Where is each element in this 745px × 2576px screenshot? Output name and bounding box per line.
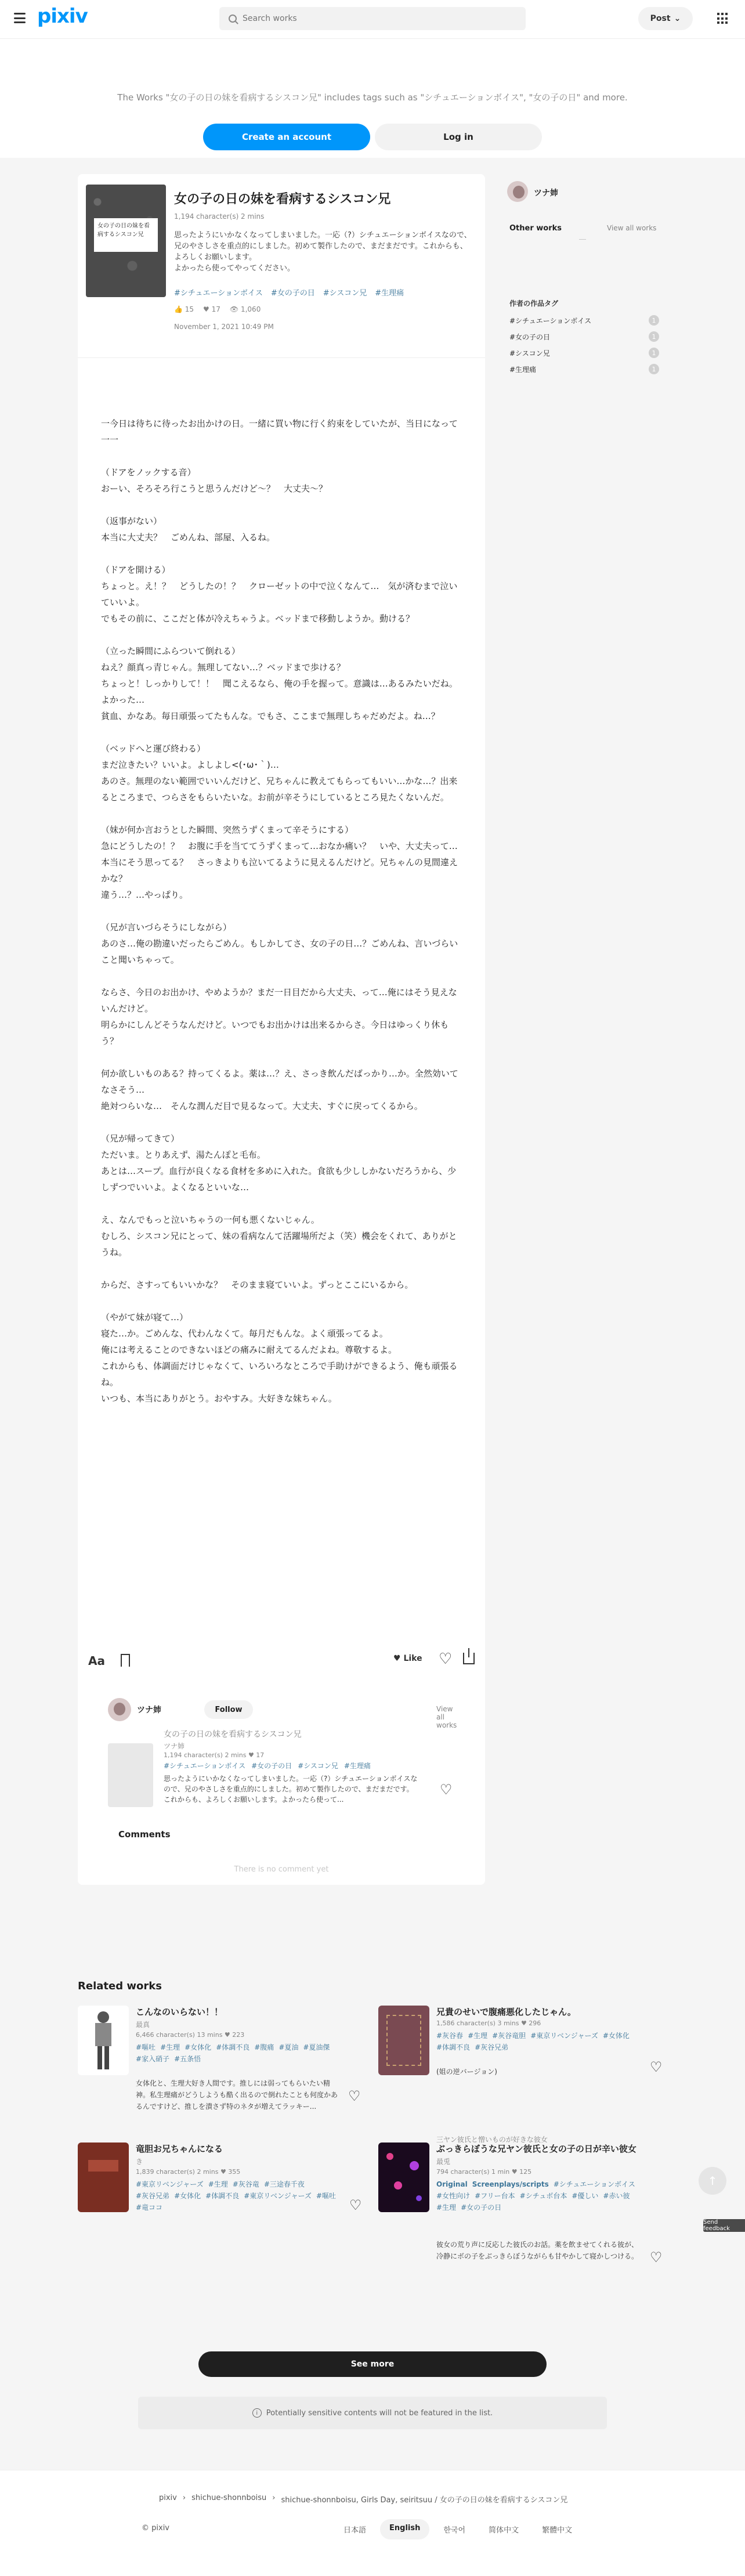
related-thumbnail[interactable] bbox=[78, 2006, 129, 2075]
body-paragraph: 寝た…か。ごめんな、代わんなくて。毎月だもんな。よく頑張ってるよ。 bbox=[101, 1328, 388, 1339]
related-author[interactable]: 最兎 bbox=[436, 2158, 451, 2166]
related-title[interactable]: こんなのいらない！！ bbox=[136, 2007, 223, 2017]
body-paragraph bbox=[101, 968, 462, 984]
tag-link[interactable]: #竜ココ bbox=[136, 2203, 163, 2212]
heart-icon[interactable]: ♡ bbox=[348, 2088, 361, 2104]
body-paragraph bbox=[101, 1195, 462, 1212]
apps-grid-icon[interactable] bbox=[717, 13, 729, 24]
tag-link[interactable]: #夏油傑 bbox=[303, 2043, 330, 2051]
body-paragraph: 本当に大丈夫？ ごめんね、部屋、入るね。 bbox=[101, 532, 276, 543]
tag-link[interactable]: #体調不良 bbox=[205, 2192, 240, 2200]
related-meta: 1,839 character(s) 2 mins ♥ 355 bbox=[136, 2168, 241, 2176]
body-paragraph: 俺には考えることのできないほどの痛みに耐えてるんだよね。尊敬するよ。 bbox=[101, 1345, 397, 1355]
comments-heading: Comments bbox=[118, 1829, 171, 1840]
work-meta: 1,194 character(s) 2 mins bbox=[174, 212, 265, 221]
body-paragraph: え、なんでもっと泣いちゃうの一何も悪くないじゃん。 bbox=[101, 1215, 320, 1225]
body-paragraph: 急にどうしたの！？ お腹に手を当ててうずくまって…おなか痛い？ いや、大丈夫って… bbox=[101, 841, 458, 851]
footer bbox=[0, 2470, 745, 2576]
menu-icon[interactable] bbox=[14, 13, 26, 23]
related-caption: 女体化と、生理大好き人間です。推しには弱ってもらいたい精神。私生理痛がどうしようも酷く出るので倒れたことも何度かあるんですけど、推しを潰さず特のネタが増えてラッキー... bbox=[136, 2079, 338, 2111]
body-paragraph: 本当にそう思ってる？ さっきよりも泣いてるように見えるんだけど。兄ちゃんの見間違えかな？ bbox=[101, 857, 458, 884]
related-meta: 794 character(s) 1 min ♥ 125 bbox=[436, 2168, 532, 2176]
breadcrumb-item: shichue-shonnboisu, Girls Day, seiritsuu / 女の子の日の妹を看病するシスコン兄 bbox=[281, 2496, 568, 2505]
tag-link[interactable]: #東京リベンジャーズ bbox=[244, 2192, 312, 2200]
language-option[interactable]: 简体中文 bbox=[489, 2526, 519, 2535]
body-paragraph bbox=[101, 903, 462, 919]
post-label: Post bbox=[650, 14, 671, 23]
body-paragraph: （立った瞬間にふらついて倒れる） bbox=[101, 646, 240, 656]
breadcrumb bbox=[159, 2494, 567, 2505]
sensitive-note bbox=[138, 2397, 607, 2429]
breadcrumb-item[interactable]: pixiv bbox=[159, 2494, 177, 2502]
body-paragraph bbox=[101, 1293, 462, 1309]
view-all-link[interactable]: View all works bbox=[436, 1705, 457, 1729]
tag-link[interactable]: #女の子の日 bbox=[251, 1762, 292, 1770]
body-paragraph bbox=[101, 805, 462, 822]
body-paragraph: まだ泣きたい？いいよ。よしよし<(･ω･｀)… bbox=[101, 760, 279, 770]
body-paragraph: あのさ。無理のない範囲でいいんだけど、兄ちゃんに教えてもらってもいい…かな…？出来るところまで、つらさをもらいたいな。お前が辛そうにしているところ見たくないんだ。 bbox=[101, 776, 458, 803]
tag-link[interactable]: #シチュエーションボイス bbox=[164, 1762, 246, 1770]
tag-link[interactable]: #東京リベンジャーズ bbox=[136, 2180, 204, 2188]
tag-link[interactable]: #灰谷竜 bbox=[232, 2180, 259, 2188]
copyright: © pixiv bbox=[142, 2524, 169, 2532]
related-author[interactable]: き bbox=[136, 2158, 143, 2166]
cover-image bbox=[86, 185, 166, 297]
tag-count-badge: 1 bbox=[649, 315, 659, 326]
related-caption: (姐の逆バージョン) bbox=[436, 2068, 497, 2076]
body-paragraph: ちょっと。え！？ どうしたの！？ クローゼットの中で泣くなんて… 気が済むまで泣いていいよ。 bbox=[101, 581, 458, 608]
heart-icon[interactable]: ♡ bbox=[439, 1650, 453, 1668]
mini-work-card[interactable] bbox=[108, 1728, 456, 1804]
body-paragraph: 何か欲しいものある？持ってくるよ。薬は…？え、さっき飲んだばっかり…か。全然効いてなさそう… bbox=[101, 1068, 458, 1095]
scroll-top-button[interactable]: ↑ bbox=[699, 2167, 726, 2195]
body-paragraph: 貧血、かなあ。毎日頑張ってたもんな。でもさ、ここまで無理しちゃだめだよ。ね…？ bbox=[101, 711, 440, 721]
sidebar-author-name[interactable]: ツナ姉 bbox=[534, 189, 558, 198]
tag-link[interactable]: #嘔吐 bbox=[316, 2192, 336, 2200]
heart-icon[interactable]: ♡ bbox=[349, 2197, 362, 2213]
related-meta: 6,466 character(s) 13 mins ♥ 223 bbox=[136, 2031, 245, 2039]
body-paragraph: でもその前に、ここだと体が冷えちゃうよ。ベッドまで移動しようか。動ける？ bbox=[101, 613, 415, 624]
post-button[interactable] bbox=[638, 7, 693, 30]
sensitive-text: Potentially sensitive contents will not be featured in the list. bbox=[266, 2408, 493, 2418]
tag-link[interactable]: #女の子の日 bbox=[270, 289, 315, 298]
tag-link[interactable]: #女体化 bbox=[185, 2043, 212, 2051]
tag-link[interactable]: #生理痛 bbox=[375, 289, 404, 298]
body-paragraph: （妹が何か言おうとした瞬間、突然うずくまって辛そうにする） bbox=[101, 825, 354, 835]
view-stat: 👁 1,060 bbox=[229, 305, 261, 313]
body-paragraph: からだ、さすってもいいかな？ そのまま寝ていいよ。ずっとここにいるから。 bbox=[101, 1280, 414, 1290]
share-icon[interactable] bbox=[463, 1653, 475, 1664]
divider bbox=[78, 357, 485, 358]
tag-link[interactable]: Original bbox=[436, 2180, 468, 2188]
tag-link[interactable]: #五条悟 bbox=[174, 2055, 201, 2063]
tag-count-badge: 1 bbox=[649, 348, 659, 358]
body-paragraph bbox=[101, 1260, 462, 1277]
related-series[interactable]: 三ヤン彼氏と憎いものが好きな彼女 bbox=[436, 2136, 548, 2144]
sidebar-view-all-link[interactable]: View all works bbox=[607, 224, 657, 232]
login-banner bbox=[0, 38, 745, 158]
tag-count-badge: 1 bbox=[649, 364, 659, 374]
language-option[interactable]: 한국어 bbox=[443, 2526, 466, 2535]
neon-pattern bbox=[378, 2143, 429, 2212]
related-work-card[interactable] bbox=[378, 2136, 668, 2266]
body-paragraph: ちょっと！しっかりして！！ 聞こえるなら、俺の手を握って。意識は…あるみたいだね。よかった… bbox=[101, 678, 458, 705]
related-title[interactable]: 竜胆お兄ちゃんになる bbox=[136, 2144, 223, 2154]
body-paragraph: （返事がない） bbox=[101, 516, 162, 526]
body-paragraph: 一今日は待ちに待ったお出かけの日。一緒に買い物に行く約束をしていたが、当日になって一一 bbox=[101, 418, 458, 445]
tag-link[interactable]: #灰谷竜胆 bbox=[492, 2032, 526, 2040]
body-paragraph bbox=[101, 1049, 462, 1065]
related-title[interactable]: 兄貴のせいで腹痛悪化したじゃん。 bbox=[436, 2007, 576, 2017]
body-paragraph: いつも、本当にありがとう。おやすみ。大好きな妹ちゃん。 bbox=[101, 1393, 337, 1404]
author-tags-list bbox=[509, 312, 659, 377]
body-paragraph: （兄が帰ってきて） bbox=[101, 1133, 180, 1144]
search-input[interactable] bbox=[243, 14, 498, 23]
body-paragraph: あとは…スープ。血行が良くなる食材を多めに入れた。食欲も少ししかないだろうから、少しずつでいいよ。よくなるといいな… bbox=[101, 1166, 457, 1193]
cover-border bbox=[386, 2015, 421, 2066]
tag-link[interactable]: #シチュボ台本 bbox=[519, 2192, 567, 2200]
body-paragraph: 違う…？…やっぱり。 bbox=[101, 890, 189, 900]
body-paragraph: （兄が言いづらそうにしながら） bbox=[101, 922, 232, 933]
login-button[interactable]: Log in bbox=[375, 124, 542, 150]
tag-link[interactable]: #夏油 bbox=[279, 2043, 299, 2051]
follow-button[interactable]: Follow bbox=[204, 1700, 253, 1719]
sidebar-tag-item[interactable]: #女の子の日 1 bbox=[509, 328, 659, 345]
author-tags-heading: 作者の作品タグ bbox=[509, 299, 559, 308]
info-icon: i bbox=[252, 2408, 262, 2418]
heart-icon[interactable]: ♡ bbox=[650, 2249, 663, 2266]
mini-caption: 思ったようにいかなくなってしまいました。一応（?）シチュエーションボイスなので、兄のやさしさを重点的にしました。初めて製作したので、まだまだです。これからも、よろしくお願いします。よかったら使って... bbox=[164, 1775, 418, 1804]
pixiv-logo[interactable]: pixiv bbox=[37, 5, 88, 28]
sidebar-tag-item[interactable]: #シチュエーションボイス 1 bbox=[509, 312, 659, 328]
breadcrumb-item[interactable]: shichue-shonnboisu bbox=[191, 2494, 267, 2502]
work-title: 女の子の日の妹を看病するシスコン兄 bbox=[174, 192, 391, 207]
tag-count-badge: 1 bbox=[649, 331, 659, 342]
body-paragraph: （ドアを開ける） bbox=[101, 565, 171, 575]
body-paragraph: （ベッドへと運び終わる） bbox=[101, 743, 206, 754]
mini-tags bbox=[164, 1761, 419, 1771]
sidebar-tag-item[interactable]: #生理痛 1 bbox=[509, 361, 659, 377]
tag-link[interactable]: #フリー台本 bbox=[475, 2192, 515, 2200]
divider bbox=[579, 239, 586, 240]
body-paragraph: ねえ？顔真っ青じゃん。無理してない…？ベッドまで歩ける？ bbox=[101, 662, 345, 673]
related-works-heading: Related works bbox=[78, 1980, 162, 1992]
search-icon bbox=[229, 15, 237, 23]
tag-link[interactable]: #灰谷春 bbox=[436, 2032, 464, 2040]
chevron-down-icon: ⌄ bbox=[674, 14, 681, 23]
tag-link[interactable]: #生理 bbox=[208, 2180, 228, 2188]
work-stats bbox=[174, 305, 261, 313]
related-tags bbox=[436, 2178, 639, 2213]
send-feedback-button[interactable]: Send feedback bbox=[703, 2219, 745, 2232]
tag-link[interactable]: Screenplays/scripts bbox=[472, 2180, 549, 2188]
body-paragraph bbox=[101, 1114, 462, 1130]
novel-card bbox=[78, 174, 485, 1885]
related-caption: 彼女の荒り声に反応した彼氏のお話。薬を飲ませてくれる彼が、冷静にボの子をぶっきらぼうながらも甘やかして寝かしつける。 bbox=[436, 2241, 639, 2260]
body-paragraph: 絶対つらいな… そんな潤んだ目で見るなって。大丈夫、すぐに戻ってくるから。 bbox=[101, 1101, 423, 1111]
tag-link[interactable]: #三途春千夜 bbox=[263, 2180, 305, 2188]
tag-link[interactable]: #灰谷兄弟 bbox=[475, 2043, 509, 2051]
tag-link[interactable]: #シチュエーションボイス bbox=[553, 2180, 635, 2188]
language-selector bbox=[334, 2519, 581, 2539]
related-tags bbox=[136, 2042, 339, 2065]
body-paragraph: あのさ…俺の勘違いだったらごめん。もしかしてさ、女の子の日…？ごめんね、言いづらいこと聞いちゃって。 bbox=[101, 938, 458, 965]
related-author[interactable]: 最真 bbox=[136, 2021, 150, 2029]
body-paragraph bbox=[101, 497, 462, 513]
language-option[interactable]: 日本語 bbox=[343, 2526, 367, 2535]
body-paragraph bbox=[101, 627, 462, 643]
tag-link[interactable]: #シスコン兄 bbox=[298, 1762, 338, 1770]
tag-link[interactable]: #東京リベンジャーズ bbox=[530, 2032, 598, 2040]
tag-link[interactable]: #優しい bbox=[572, 2192, 599, 2200]
related-work-card[interactable] bbox=[78, 2143, 368, 2259]
tag-link[interactable]: #家入硝子 bbox=[136, 2055, 170, 2063]
tag-link[interactable]: #生理 bbox=[468, 2032, 488, 2040]
language-option-active[interactable]: English bbox=[380, 2519, 429, 2539]
tag-link[interactable]: #女体化 bbox=[602, 2032, 630, 2040]
tag-link[interactable]: #シチュエーションボイス bbox=[174, 289, 263, 298]
mini-meta: 1,194 character(s) 2 mins ♥ 17 bbox=[164, 1751, 265, 1759]
language-option[interactable]: 繁體中文 bbox=[542, 2526, 573, 2535]
related-work-card[interactable] bbox=[378, 2006, 668, 2122]
author-name[interactable]: ツナ姉 bbox=[137, 1706, 161, 1715]
related-meta: 1,586 character(s) 3 mins ♥ 296 bbox=[436, 2019, 541, 2027]
work-caption: 思ったようにいかなくなってしまいました。一応（?）シチュエーションボイスなので、兄のやさしさを重点的にしました。初めて製作したので、まだまだです。これからも、よろしくお願いします。 よかったら使ってやってください。 bbox=[174, 231, 472, 273]
related-thumbnail[interactable] bbox=[378, 2006, 429, 2075]
work-tags bbox=[174, 287, 475, 298]
breadcrumb-separator: › bbox=[272, 2494, 276, 2502]
heart-icon[interactable]: ♡ bbox=[440, 1782, 453, 1798]
body-paragraph: （ドアをノックする音） bbox=[101, 467, 196, 478]
tag-link[interactable]: #体調不良 bbox=[436, 2043, 471, 2051]
cover-title: 女の子の日の妹を看病するシスコン兄 bbox=[94, 218, 158, 252]
related-thumbnail[interactable] bbox=[78, 2143, 129, 2212]
heart-stat: ♥ 17 bbox=[203, 305, 220, 313]
other-works-heading: Other works bbox=[509, 224, 562, 233]
tag-link[interactable]: #シスコン兄 bbox=[323, 289, 367, 298]
mini-title[interactable]: 女の子の日の妹を看病するシスコン兄 bbox=[164, 1730, 302, 1739]
breadcrumb-separator: › bbox=[182, 2494, 186, 2502]
tag-link[interactable]: #女性向け bbox=[436, 2192, 471, 2200]
bookmark-icon[interactable] bbox=[121, 1654, 130, 1667]
create-account-button[interactable]: Create an account bbox=[203, 124, 370, 150]
post-date: November 1, 2021 10:49 PM bbox=[174, 323, 274, 331]
tag-link[interactable]: #女の子の日 bbox=[461, 2203, 502, 2212]
body-paragraph: おーい、そろそろ行こうと思うんだけど〜？ 大丈夫〜？ bbox=[101, 483, 328, 494]
body-paragraph: ただいま。とりあえず、湯たんぽと毛布。 bbox=[101, 1150, 266, 1160]
avatar[interactable] bbox=[507, 181, 528, 202]
no-comment-text: There is no comment yet bbox=[234, 1865, 329, 1874]
tag-link[interactable]: #灰谷兄弟 bbox=[136, 2192, 170, 2200]
tag-link[interactable]: #赤い彼 bbox=[603, 2192, 630, 2200]
related-tags bbox=[136, 2178, 339, 2213]
see-more-button[interactable]: See more bbox=[198, 2351, 547, 2377]
body-paragraph: むしろ、シスコン兄にとって、妹の看病なんて活躍場所だよ（笑）機会をくれて、ありがとうね。 bbox=[101, 1231, 457, 1258]
body-paragraph bbox=[101, 724, 462, 740]
like-stat: 👍 15 bbox=[174, 305, 194, 313]
tag-link[interactable]: #生理痛 bbox=[343, 1762, 371, 1770]
related-tags bbox=[436, 2030, 639, 2053]
body-paragraph: これからも、体調面だけじゃなくて、いろいろなところで手助けができるよう、俺も頑張るね。 bbox=[101, 1361, 458, 1388]
body-paragraph bbox=[101, 448, 462, 464]
body-paragraph: ならさ、今日のお出かけ、やめようか？まだ一日目だから大丈夫、って…俺にはそう見えないんだけど。 bbox=[101, 987, 457, 1014]
related-thumbnail[interactable] bbox=[378, 2143, 429, 2212]
sidebar-author[interactable] bbox=[507, 181, 652, 204]
tag-link[interactable]: #女体化 bbox=[174, 2192, 201, 2200]
author-row bbox=[108, 1698, 456, 1727]
avatar[interactable] bbox=[108, 1698, 131, 1721]
sidebar-tag-item[interactable]: #シスコン兄 1 bbox=[509, 345, 659, 361]
font-settings-icon[interactable]: Aa bbox=[88, 1654, 105, 1668]
tag-link[interactable]: #嘔吐 bbox=[136, 2043, 156, 2051]
banner-text: The Works "女の子の日の妹を看病するシスコン兄" includes tags such as "シチュエーションボイス", "女の子の日" and more. bbox=[117, 92, 628, 103]
search-bar[interactable] bbox=[219, 7, 526, 30]
body-paragraph: 明らかにしんどそうなんだけど。いつでもお出かけは出来るからさ。今日はゆっくり休もう？ bbox=[101, 1020, 449, 1046]
mini-thumbnail bbox=[108, 1743, 153, 1807]
like-button[interactable]: ♥ Like bbox=[393, 1654, 422, 1663]
related-title[interactable]: ぶっきらぼうな兄ヤン彼氏と女の子の日が辛い彼女 bbox=[436, 2144, 636, 2154]
top-header bbox=[0, 0, 745, 38]
mini-author: ツナ姉 bbox=[164, 1742, 185, 1750]
tag-link[interactable]: #生理 bbox=[160, 2043, 180, 2051]
tag-link[interactable]: #生理 bbox=[436, 2203, 457, 2212]
related-work-card[interactable] bbox=[78, 2006, 368, 2122]
body-paragraph: （やがて妹が寝て…） bbox=[101, 1312, 189, 1323]
body-paragraph bbox=[101, 545, 462, 562]
cover-label bbox=[88, 2160, 118, 2172]
novel-body bbox=[101, 416, 462, 1407]
heart-icon[interactable]: ♡ bbox=[650, 2059, 663, 2075]
figure-illustration bbox=[78, 2006, 129, 2075]
tag-link[interactable]: #体調不良 bbox=[216, 2043, 250, 2051]
action-bar bbox=[88, 1652, 476, 1671]
tag-link[interactable]: #腹痛 bbox=[254, 2043, 274, 2051]
